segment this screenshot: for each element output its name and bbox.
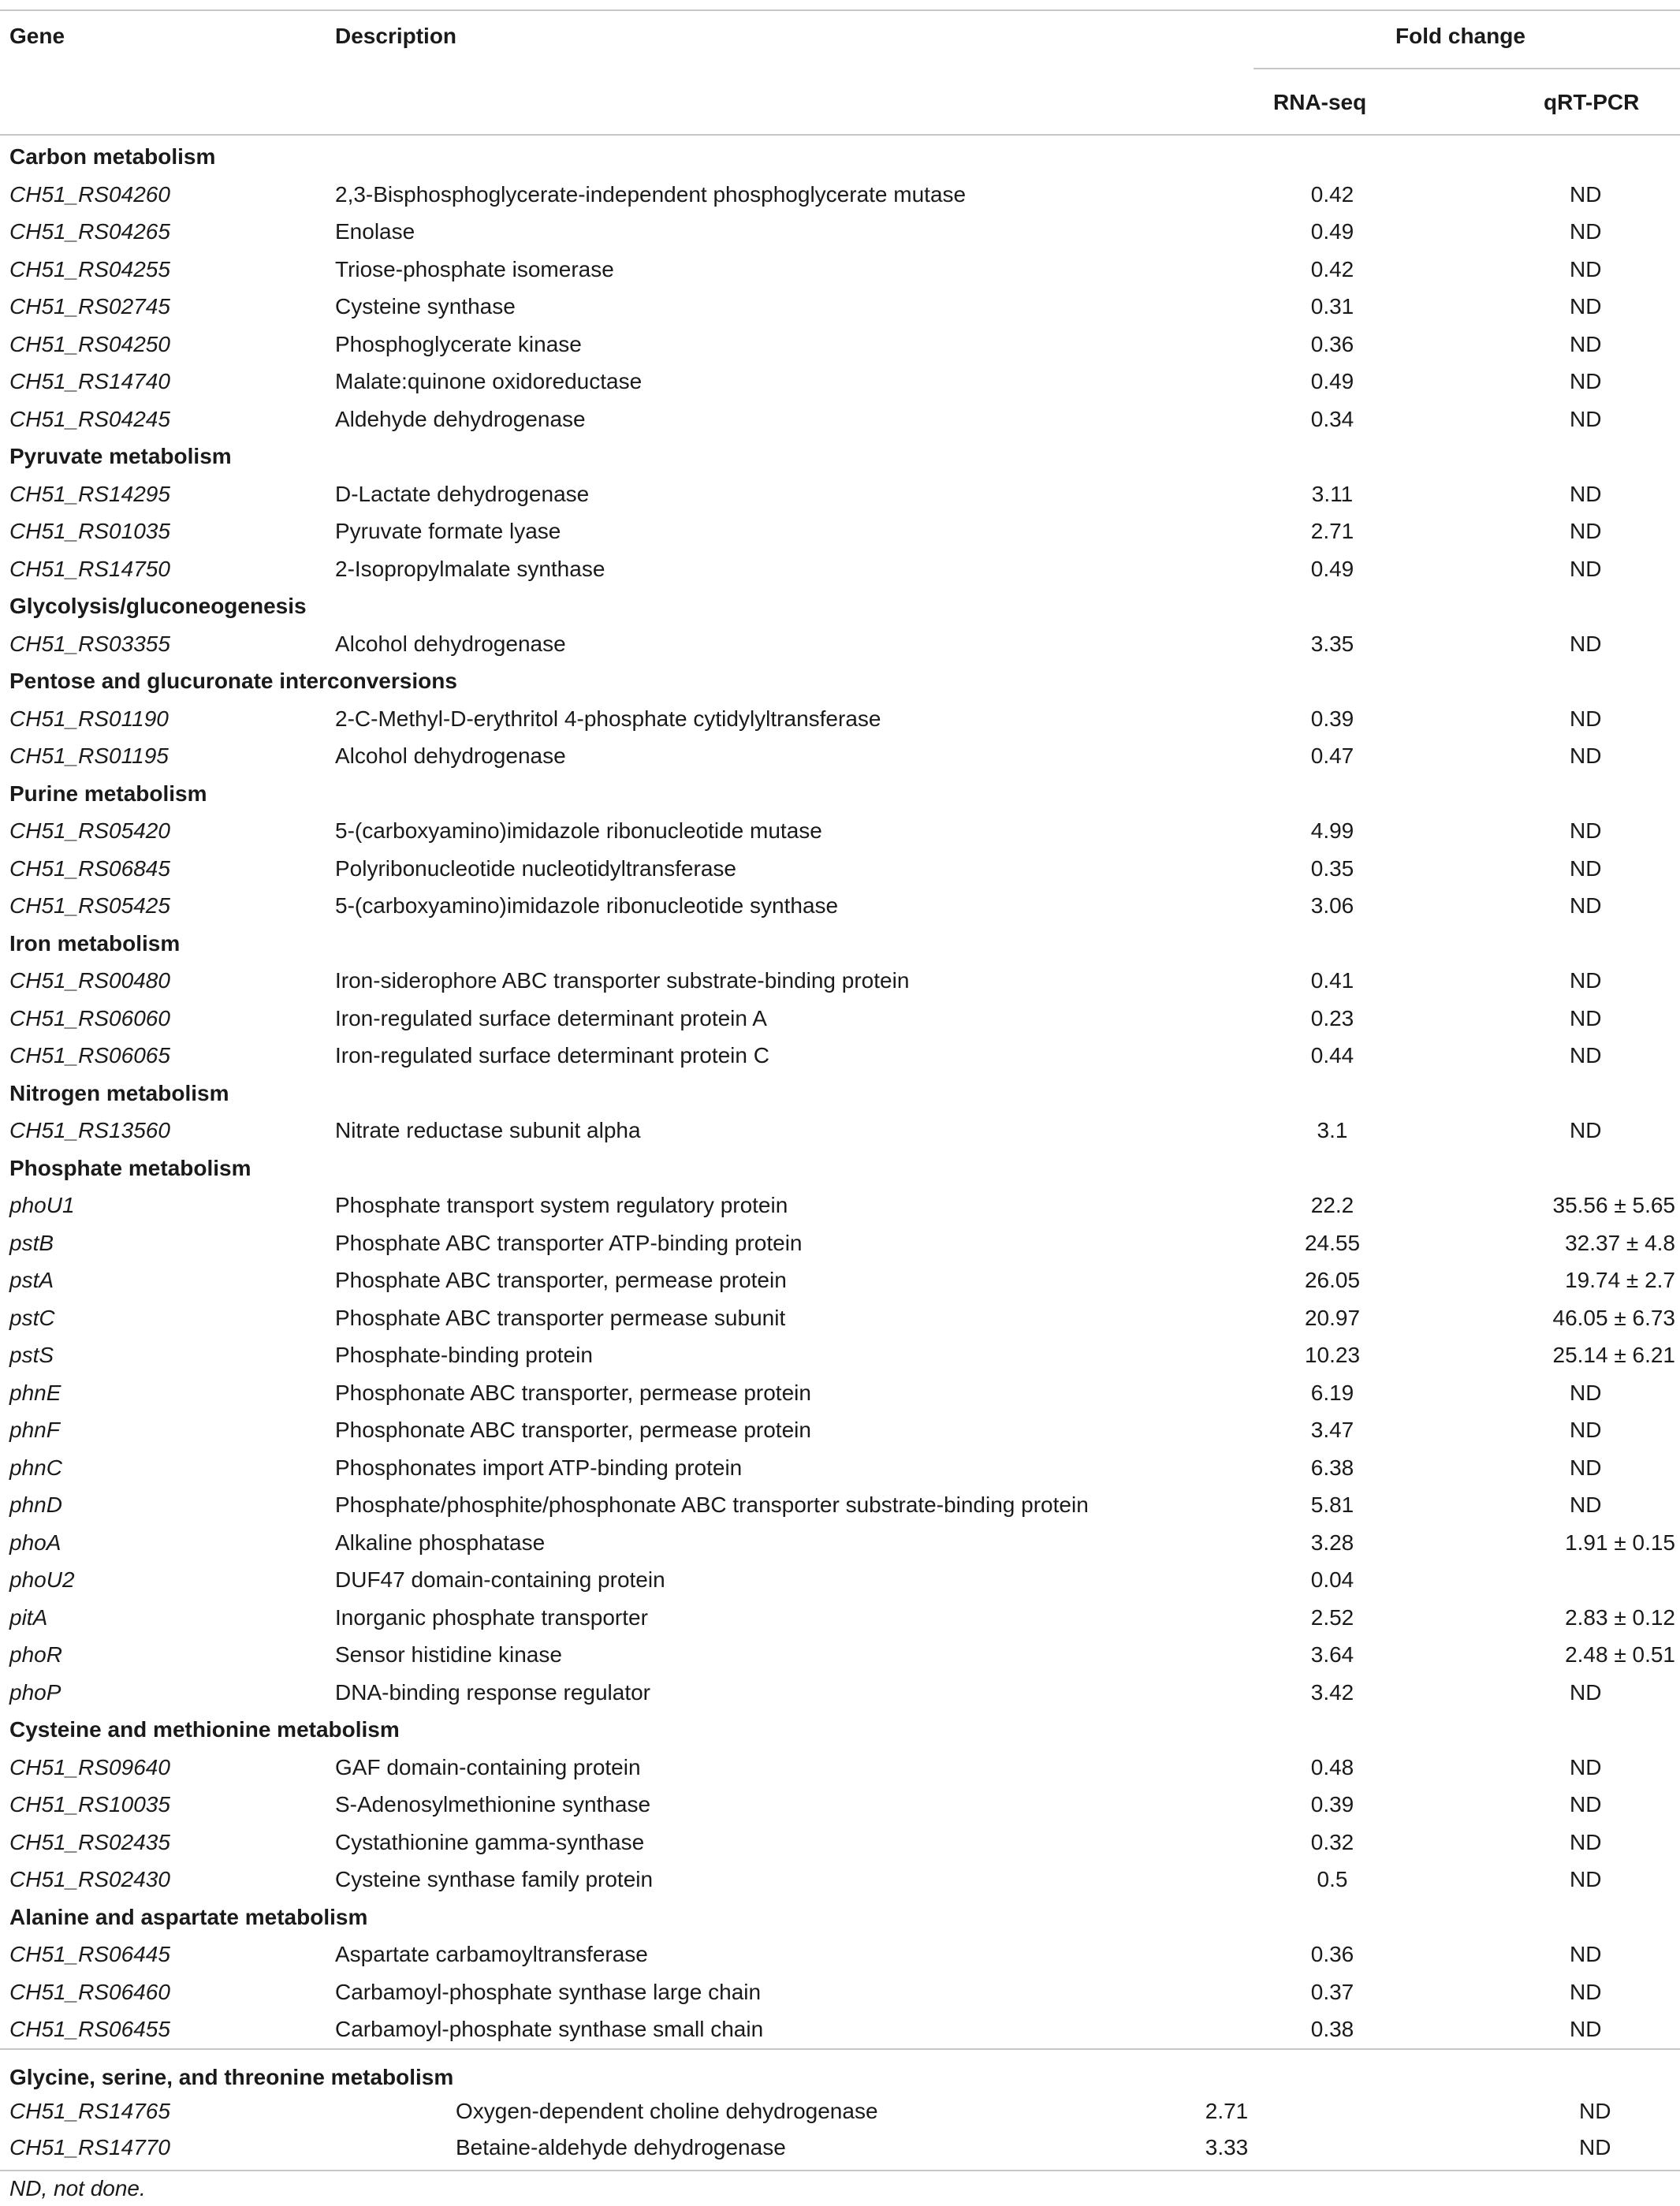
description-cell: DUF47 domain-containing protein — [335, 1567, 665, 1592]
category-row — [0, 2059, 1680, 2096]
table-row — [0, 1187, 1680, 1224]
qrt-pcr-cell: 2.83 ± 0.12 — [1565, 1604, 1675, 1630]
description-cell: Phosphate ABC transporter, permease protein — [335, 1268, 787, 1292]
table-row — [0, 2129, 1680, 2167]
gene-cell: phnE — [9, 1380, 61, 1405]
table-row — [0, 1449, 1680, 1487]
qrt-pcr-cell: ND — [1570, 1942, 1602, 1966]
table-row — [0, 1973, 1680, 2011]
rna-seq-value: 0.39 — [1310, 706, 1354, 731]
gene-cell: CH51_RS06460 — [9, 1979, 170, 2004]
table-row — [0, 812, 1680, 850]
header-description: Description — [335, 24, 457, 48]
qrt-pcr-cell: ND — [1570, 1679, 1602, 1705]
qrt-pcr-cell: ND — [1570, 1418, 1602, 1442]
rna-seq-value: 0.23 — [1310, 1005, 1354, 1030]
rna-seq-value: 0.48 — [1310, 1754, 1354, 1779]
header-gene: Gene — [9, 24, 65, 48]
category-label: Alanine and aspartate metabolism — [9, 1904, 368, 1929]
description-cell: Cysteine synthase — [335, 294, 516, 319]
gene-cell: CH51_RS06060 — [9, 1005, 170, 1030]
table-row — [0, 2010, 1680, 2048]
rna-seq-value: 4.99 — [1310, 818, 1354, 843]
rna-seq-value: 3.33 — [1205, 2135, 1249, 2159]
gene-cell: CH51_RS04265 — [9, 219, 170, 244]
table-row — [0, 326, 1680, 363]
rna-seq-value: 2.71 — [1205, 2099, 1249, 2123]
table-row — [0, 1224, 1680, 1262]
qrt-pcr-cell: ND — [1570, 1492, 1602, 1517]
header-fold-change: Fold change — [1395, 24, 1525, 48]
table-top-rule — [0, 9, 1680, 11]
qrt-pcr-cell: ND — [1570, 1005, 1602, 1030]
rna-seq-value: 6.19 — [1310, 1380, 1354, 1405]
description-cell: Aldehyde dehydrogenase — [335, 406, 586, 431]
category-row — [0, 438, 1680, 475]
description-cell: DNA-binding response regulator — [335, 1679, 650, 1705]
description-cell: Pyruvate formate lyase — [335, 519, 561, 543]
table-row — [0, 363, 1680, 401]
category-label: Glycine, serine, and threonine metabolism — [9, 2065, 454, 2089]
table-row — [0, 1636, 1680, 1674]
qrt-pcr-cell: ND — [1570, 369, 1602, 393]
category-row — [0, 138, 1680, 176]
gene-cell: CH51_RS09640 — [9, 1754, 170, 1779]
rna-seq-value: 2.71 — [1310, 519, 1354, 543]
table-row — [0, 1261, 1680, 1299]
qrt-pcr-cell: ND — [1570, 818, 1602, 843]
gene-cell: CH51_RS14750 — [9, 556, 170, 581]
gene-cell: CH51_RS05425 — [9, 893, 170, 918]
gene-cell: CH51_RS00480 — [9, 968, 170, 993]
rna-seq-value: 0.49 — [1310, 556, 1354, 581]
table-row — [0, 1299, 1680, 1337]
table-row — [0, 1674, 1680, 1712]
description-cell: Carbamoyl-phosphate synthase small chain — [335, 2017, 764, 2041]
description-cell: Phosphate-binding protein — [335, 1343, 593, 1367]
description-cell: Sensor histidine kinase — [335, 1642, 562, 1667]
gene-cell: CH51_RS02745 — [9, 294, 170, 319]
description-cell: Phosphate/phosphite/phosphonate ABC transporter substrate-binding protein — [335, 1492, 1089, 1517]
qrt-pcr-cell: 19.74 ± 2.7 — [1565, 1268, 1675, 1292]
gene-cell: CH51_RS14740 — [9, 369, 170, 393]
category-row — [0, 1075, 1680, 1112]
description-cell: Betaine-aldehyde dehydrogenase — [456, 2135, 786, 2159]
qrt-pcr-cell: ND — [1570, 1754, 1602, 1779]
description-cell: GAF domain-containing protein — [335, 1754, 641, 1779]
qrt-pcr-cell: 1.91 ± 0.15 — [1565, 1530, 1675, 1555]
gene-cell: phoA — [9, 1530, 61, 1555]
qrt-pcr-cell: ND — [1570, 294, 1602, 319]
gene-cell: phnD — [9, 1492, 62, 1517]
gene-cell: CH51_RS05420 — [9, 818, 170, 843]
gene-cell: phoU2 — [9, 1567, 75, 1592]
qrt-pcr-cell: ND — [1570, 1792, 1602, 1817]
qrt-pcr-cell: ND — [1579, 2099, 1611, 2123]
gene-cell: CH51_RS03355 — [9, 631, 170, 656]
qrt-pcr-cell: ND — [1570, 893, 1602, 918]
rna-seq-value: 0.04 — [1310, 1567, 1354, 1592]
rna-seq-value: 3.28 — [1310, 1530, 1354, 1555]
rna-seq-value: 0.31 — [1310, 294, 1354, 319]
rna-seq-value: 24.55 — [1304, 1230, 1361, 1255]
category-row — [0, 1150, 1680, 1187]
rna-seq-value: 26.05 — [1304, 1268, 1361, 1292]
table-row — [0, 213, 1680, 251]
description-cell: Cystathionine gamma-synthase — [335, 1829, 645, 1854]
description-cell: Phosphate transport system regulatory protein — [335, 1193, 788, 1217]
rna-seq-value: 0.35 — [1310, 855, 1354, 881]
gene-cell: CH51_RS01035 — [9, 519, 170, 543]
qrt-pcr-cell: 32.37 ± 4.8 — [1565, 1230, 1675, 1255]
category-label: Carbon metabolism — [9, 144, 216, 169]
glycine-rule — [0, 2048, 1680, 2050]
table-row — [0, 550, 1680, 588]
gene-cell: CH51_RS06065 — [9, 1043, 170, 1068]
rna-seq-value: 0.34 — [1310, 406, 1354, 431]
gene-cell: CH51_RS01195 — [9, 743, 169, 768]
category-label: Pyruvate metabolism — [9, 444, 232, 468]
description-cell: Triose-phosphate isomerase — [335, 256, 614, 281]
category-row — [0, 587, 1680, 625]
gene-cell: CH51_RS06455 — [9, 2017, 170, 2041]
description-cell: Polyribonucleotide nucleotidyltransferase — [335, 855, 736, 881]
qrt-pcr-cell: 46.05 ± 6.73 — [1552, 1305, 1675, 1330]
description-cell: S-Adenosylmethionine synthase — [335, 1792, 651, 1817]
table-row — [0, 1336, 1680, 1374]
qrt-pcr-cell: ND — [1570, 1043, 1602, 1068]
table-row — [0, 512, 1680, 550]
description-cell: Phosphoglycerate kinase — [335, 331, 582, 356]
table-row — [0, 1000, 1680, 1038]
description-cell: Alcohol dehydrogenase — [335, 631, 566, 656]
gene-cell: pstA — [9, 1268, 54, 1292]
table-row — [0, 1824, 1680, 1861]
gene-cell: CH51_RS14770 — [9, 2135, 170, 2159]
category-label: Glycolysis/gluconeogenesis — [9, 594, 307, 618]
gene-cell: CH51_RS06845 — [9, 855, 170, 881]
gene-cell: CH51_RS04260 — [9, 181, 170, 207]
rna-seq-value: 20.97 — [1304, 1305, 1361, 1330]
description-cell: Alkaline phosphatase — [335, 1530, 546, 1555]
category-label: Purine metabolism — [9, 781, 207, 806]
table-row — [0, 850, 1680, 888]
gene-cell: phnC — [9, 1455, 62, 1480]
category-label: Phosphate metabolism — [9, 1155, 251, 1180]
rna-seq-value: 0.32 — [1310, 1829, 1354, 1854]
qrt-pcr-cell: ND — [1570, 631, 1602, 656]
description-cell: Phosphonates import ATP-binding protein — [335, 1455, 743, 1480]
category-row — [0, 925, 1680, 963]
fold-change-rule — [1253, 68, 1680, 69]
qrt-pcr-cell: ND — [1570, 1118, 1602, 1142]
rna-seq-value: 3.42 — [1310, 1679, 1354, 1705]
rna-seq-value: 0.47 — [1310, 743, 1354, 768]
table-row — [0, 962, 1680, 1000]
table-row — [0, 401, 1680, 438]
description-cell: D-Lactate dehydrogenase — [335, 481, 590, 506]
rna-seq-value: 0.36 — [1310, 1942, 1354, 1966]
gene-cell: CH51_RS04250 — [9, 331, 170, 356]
description-cell: Inorganic phosphate transporter — [335, 1604, 648, 1630]
description-cell: Phosphonate ABC transporter, permease protein — [335, 1380, 811, 1405]
category-label: Nitrogen metabolism — [9, 1080, 229, 1105]
table-row — [0, 1936, 1680, 1973]
description-cell: Cysteine synthase family protein — [335, 1867, 654, 1891]
gene-cell: CH51_RS14295 — [9, 481, 170, 506]
table-row — [0, 251, 1680, 289]
rna-seq-value: 3.64 — [1310, 1642, 1354, 1667]
rna-seq-value: 0.44 — [1310, 1043, 1354, 1068]
rna-seq-value: 5.81 — [1310, 1492, 1354, 1517]
description-cell: Iron-regulated surface determinant protein A — [335, 1005, 767, 1030]
description-cell: Enolase — [335, 219, 415, 244]
rna-seq-value: 22.2 — [1310, 1193, 1354, 1217]
rna-seq-value: 3.47 — [1310, 1418, 1354, 1442]
table-row — [0, 1112, 1680, 1150]
rna-seq-value: 10.23 — [1304, 1343, 1361, 1367]
description-cell: Phosphate ABC transporter ATP-binding protein — [335, 1230, 803, 1255]
category-row — [0, 662, 1680, 700]
table-row — [0, 2092, 1680, 2130]
qrt-pcr-cell: ND — [1570, 1979, 1602, 2004]
qrt-pcr-cell: ND — [1570, 556, 1602, 581]
table-row — [0, 700, 1680, 738]
qrt-pcr-cell: ND — [1570, 743, 1602, 768]
header-bottom-rule — [0, 134, 1680, 136]
rna-seq-value: 0.49 — [1310, 219, 1354, 244]
qrt-pcr-cell: ND — [1570, 855, 1602, 881]
qrt-pcr-cell: ND — [1570, 331, 1602, 356]
qrt-pcr-cell: ND — [1570, 406, 1602, 431]
description-cell: Iron-siderophore ABC transporter substrate-binding protein — [335, 968, 910, 993]
gene-cell: phnF — [9, 1418, 60, 1442]
table-row — [0, 288, 1680, 326]
qrt-pcr-cell: ND — [1570, 481, 1602, 506]
qrt-pcr-cell: ND — [1570, 1829, 1602, 1854]
table-row — [0, 1374, 1680, 1412]
table-row — [0, 176, 1680, 214]
table-row — [0, 1524, 1680, 1562]
gene-cell: CH51_RS02435 — [9, 1829, 170, 1854]
qrt-pcr-cell: ND — [1570, 2017, 1602, 2041]
category-label: Pentose and glucuronate interconversions — [9, 669, 457, 693]
qrt-pcr-cell: 25.14 ± 6.21 — [1552, 1343, 1675, 1367]
qrt-pcr-cell: ND — [1570, 1455, 1602, 1480]
table-row — [0, 1561, 1680, 1599]
qrt-pcr-cell: 2.48 ± 0.51 — [1565, 1642, 1675, 1667]
qrt-pcr-cell: ND — [1579, 2135, 1611, 2159]
rna-seq-value: 3.11 — [1311, 481, 1354, 506]
gene-cell: CH51_RS06445 — [9, 1942, 170, 1966]
description-cell: 2-Isopropylmalate synthase — [335, 556, 605, 581]
table-row — [0, 1486, 1680, 1524]
description-cell: Nitrate reductase subunit alpha — [335, 1118, 641, 1142]
rna-seq-value: 3.35 — [1310, 631, 1354, 656]
description-cell: Iron-regulated surface determinant protein C — [335, 1043, 769, 1068]
gene-cell: phoU1 — [9, 1193, 75, 1217]
rna-seq-value: 0.42 — [1310, 256, 1354, 281]
rna-seq-value: 0.36 — [1310, 331, 1354, 356]
gene-cell: CH51_RS01190 — [9, 706, 169, 731]
qrt-pcr-cell: 35.56 ± 5.65 — [1552, 1193, 1675, 1217]
table-row — [0, 1861, 1680, 1899]
description-cell: Aspartate carbamoyltransferase — [335, 1942, 648, 1966]
gene-cell: pitA — [9, 1604, 48, 1630]
header-rna-seq: RNA-seq — [1273, 90, 1367, 114]
table-row — [0, 1786, 1680, 1824]
qrt-pcr-cell: ND — [1570, 219, 1602, 244]
table-row — [0, 625, 1680, 663]
qrt-pcr-cell: ND — [1570, 519, 1602, 543]
rna-seq-value: 0.42 — [1310, 181, 1354, 207]
qrt-pcr-cell: ND — [1570, 706, 1602, 731]
description-cell: 5-(carboxyamino)imidazole ribonucleotide synthase — [335, 893, 839, 918]
description-cell: Phosphate ABC transporter permease subunit — [335, 1305, 786, 1330]
category-row — [0, 775, 1680, 813]
rna-seq-value: 3.06 — [1310, 893, 1354, 918]
description-cell: Alcohol dehydrogenase — [335, 743, 566, 768]
description-cell: 5-(carboxyamino)imidazole ribonucleotide mutase — [335, 818, 822, 843]
rna-seq-value: 0.41 — [1310, 968, 1354, 993]
description-cell: Phosphonate ABC transporter, permease protein — [335, 1418, 811, 1442]
category-label: Iron metabolism — [9, 930, 181, 956]
description-cell: Carbamoyl-phosphate synthase large chain — [335, 1979, 762, 2004]
description-cell: 2,3-Bisphosphoglycerate-independent phosphoglycerate mutase — [335, 181, 967, 207]
gene-cell: CH51_RS13560 — [9, 1118, 170, 1142]
table-row — [0, 1037, 1680, 1075]
gene-cell: CH51_RS02430 — [9, 1867, 170, 1891]
qrt-pcr-cell: ND — [1570, 1867, 1602, 1891]
qrt-pcr-cell: ND — [1570, 256, 1602, 281]
description-cell: Malate:quinone oxidoreductase — [335, 369, 643, 393]
rna-seq-value: 0.38 — [1310, 2017, 1354, 2041]
description-cell: Oxygen-dependent choline dehydrogenase — [456, 2099, 878, 2123]
table-row — [0, 887, 1680, 925]
gene-cell: pstB — [9, 1230, 54, 1255]
table-row — [0, 1749, 1680, 1787]
gene-cell: CH51_RS04245 — [9, 406, 170, 431]
table-row — [0, 475, 1680, 513]
gene-cell: phoR — [9, 1642, 62, 1667]
qrt-pcr-cell: ND — [1570, 181, 1602, 207]
rna-seq-value: 0.37 — [1310, 1979, 1354, 2004]
rna-seq-value: 2.52 — [1310, 1604, 1354, 1630]
rna-seq-value: 0.49 — [1310, 369, 1354, 393]
qrt-pcr-cell: ND — [1570, 968, 1602, 993]
gene-cell: phoP — [9, 1679, 61, 1705]
category-label: Cysteine and methionine metabolism — [9, 1717, 400, 1742]
rna-seq-value: 6.38 — [1310, 1455, 1354, 1480]
gene-cell: CH51_RS10035 — [9, 1792, 170, 1817]
gene-cell: CH51_RS04255 — [9, 256, 170, 281]
qrt-pcr-cell: ND — [1570, 1380, 1602, 1405]
gene-cell: pstS — [9, 1343, 54, 1367]
footnote: ND, not done. — [9, 2176, 146, 2200]
description-cell: 2-C-Methyl-D-erythritol 4-phosphate cytidylyltransferase — [335, 706, 881, 731]
header-qrt-pcr: qRT-PCR — [1544, 90, 1640, 114]
table-row — [0, 1411, 1680, 1449]
category-row — [0, 1711, 1680, 1749]
rna-seq-value: 0.5 — [1317, 1867, 1348, 1891]
rna-seq-value: 0.39 — [1310, 1792, 1354, 1817]
table-row — [0, 737, 1680, 775]
category-row — [0, 1899, 1680, 1936]
gene-cell: CH51_RS14765 — [9, 2099, 170, 2123]
table-bottom-rule — [0, 2170, 1680, 2171]
gene-cell: pstC — [9, 1305, 55, 1330]
table-row — [0, 1599, 1680, 1637]
rna-seq-value: 3.1 — [1317, 1118, 1348, 1142]
